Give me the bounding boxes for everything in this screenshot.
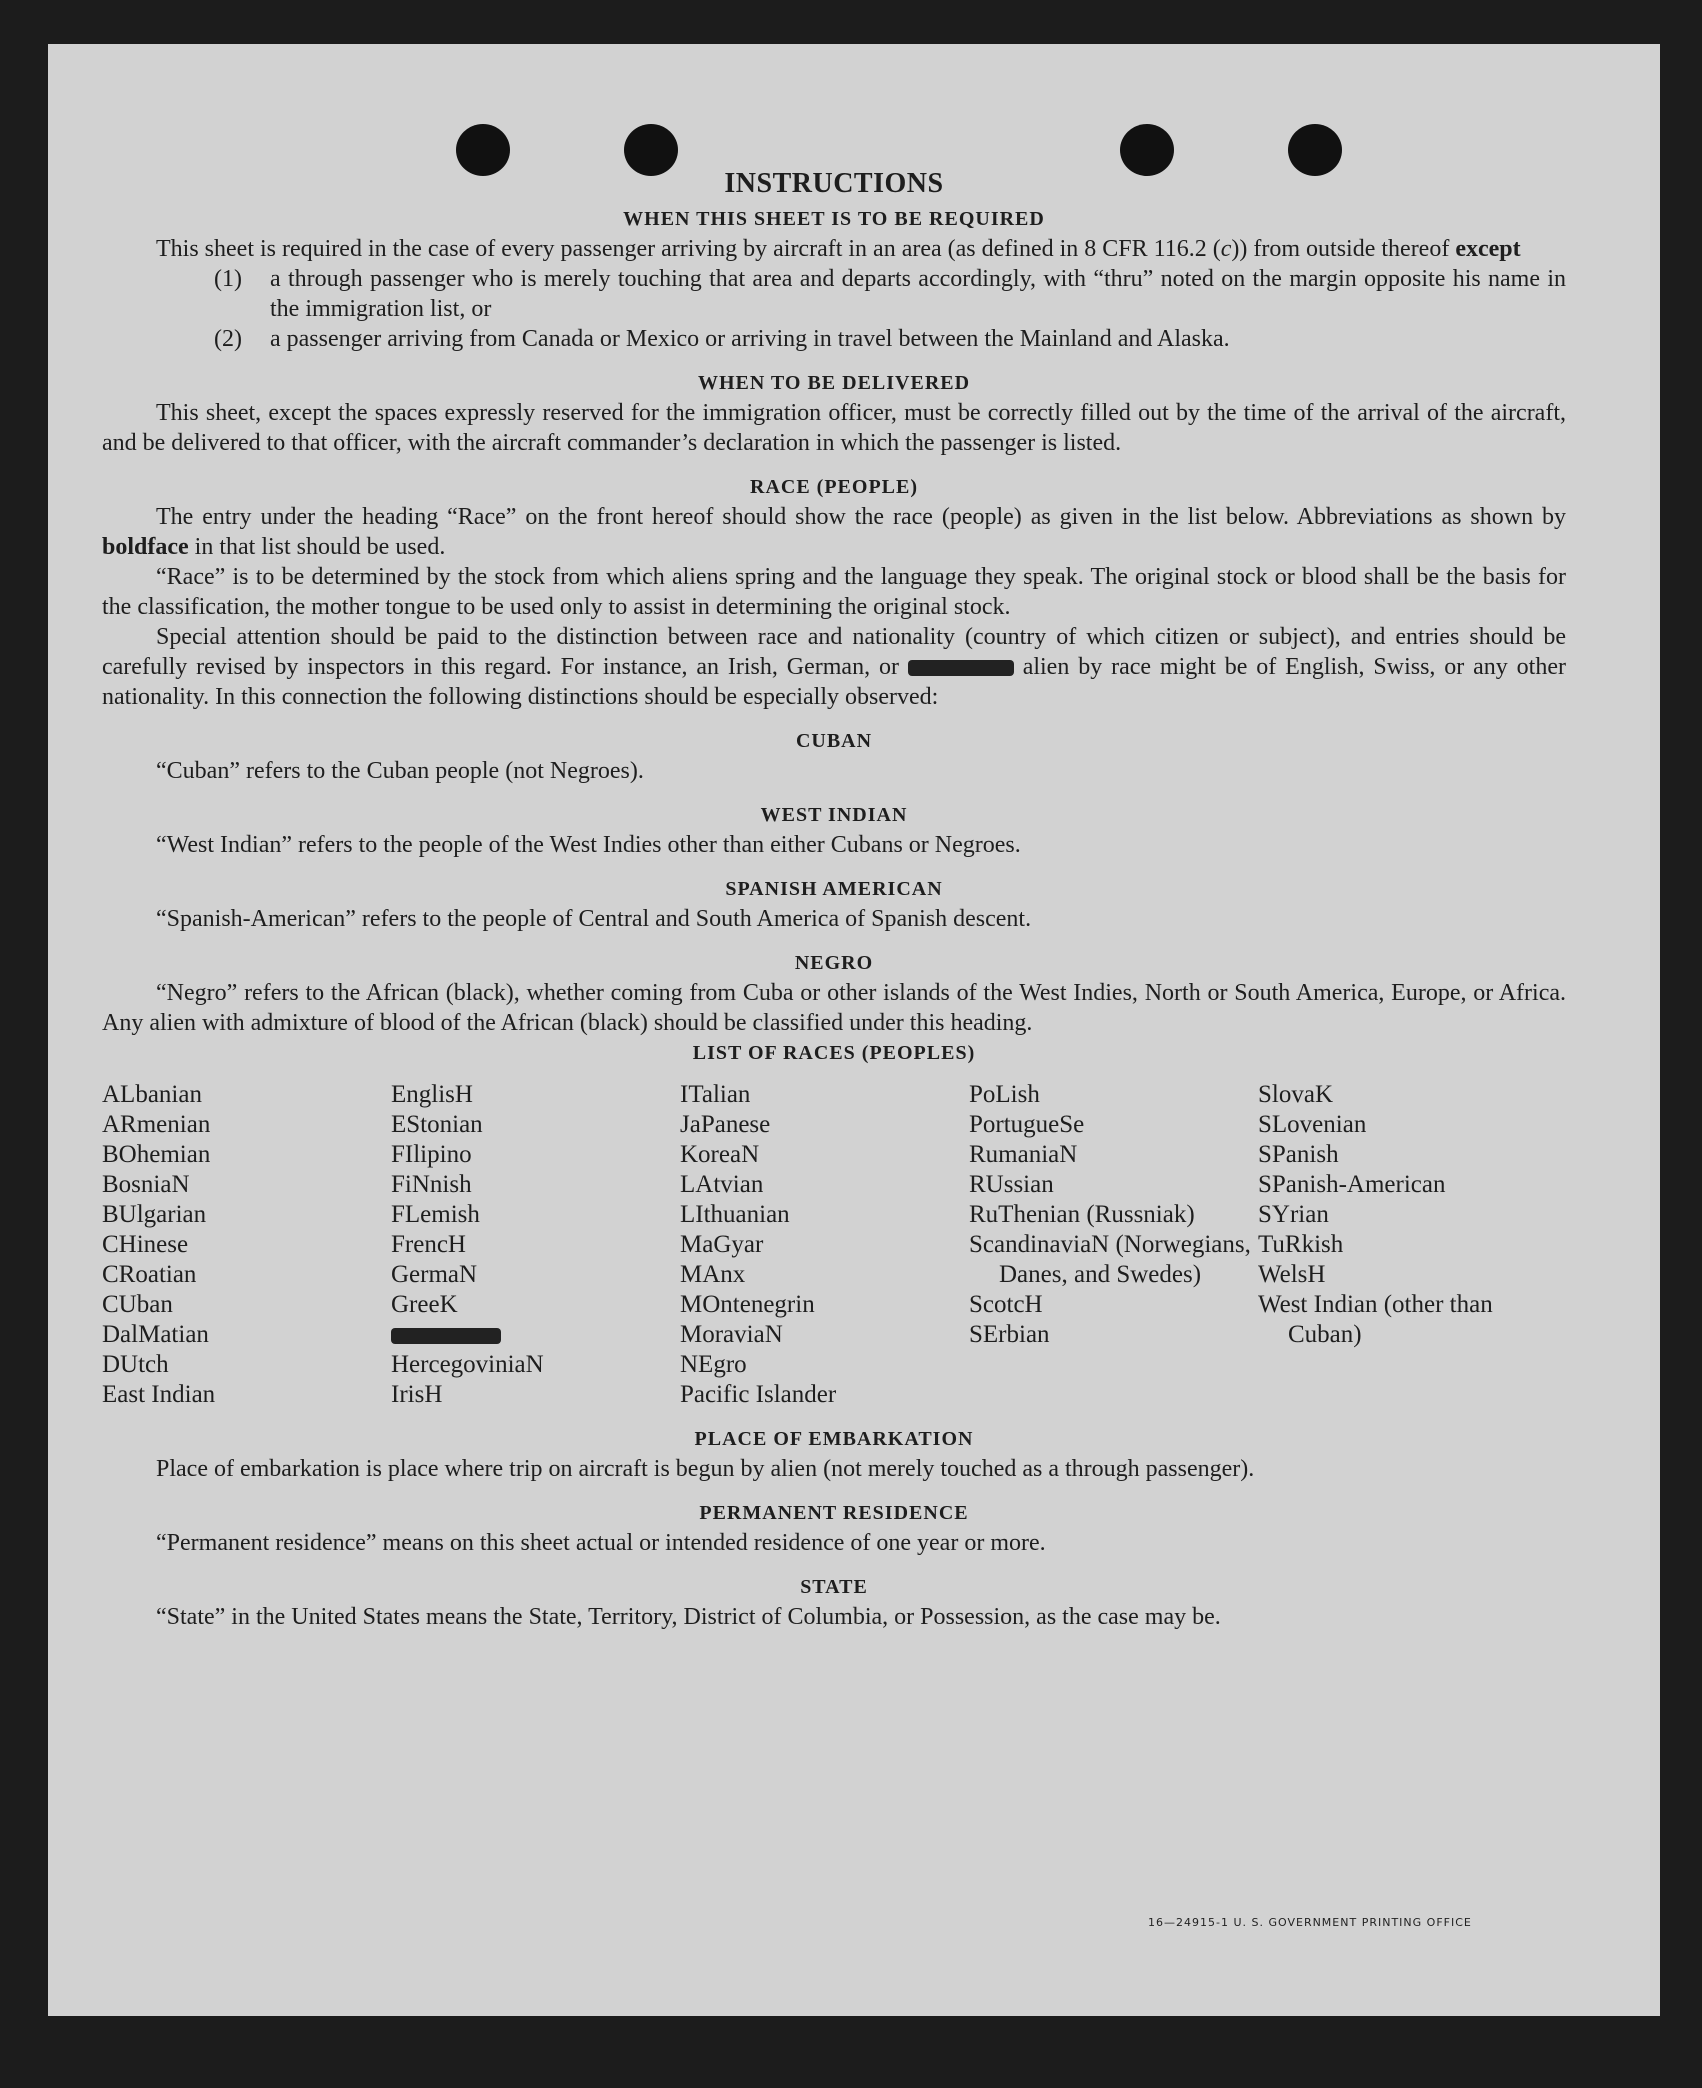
race-entry: PortugueSe [969,1111,1085,1138]
section-heading-race: RACE (PEOPLE) [750,476,918,498]
section-heading-embarkation: PLACE OF EMBARKATION [694,1428,974,1450]
race-entry: KoreaN [680,1141,760,1168]
race-entry: FrencH [391,1231,466,1258]
embarkation-text: Place of embarkation is place where trip on aircraft is begun by alien (not merely touched as a through passenger). [156,1456,1255,1482]
race-entry: CHinese [102,1231,189,1258]
race-paragraph-1: The entry under the heading “Race” on the front hereof should show the race (people) as given in the list below. Abbreviations as shown by boldface in that list should be used. [102,504,1566,560]
race-entry: IrisH [391,1381,443,1408]
required-intro: This sheet is required in the case of every passenger arriving by aircraft in an area (as defined in 8 CFR 116.2 (c)) from outside thereof except [156,236,1521,262]
race-entry: SLovenian [1258,1111,1367,1138]
race-entry: GreeK [391,1291,458,1318]
race-entry: FLemish [391,1201,480,1228]
section-heading-cuban: CUBAN [795,730,873,752]
race-entry: BOhemian [102,1141,211,1168]
race-entry-redacted [391,1320,680,1350]
required-item: (1) a through passenger who is merely touching that area and departs accordingly, with “thru” noted on the margin opposite his name in the immigration list, or [214,266,1566,322]
residence-text: “Permanent residence” means on this sheet actual or intended residence of one year or more. [156,1530,1046,1556]
printing-office-footer: 16—24915-1 U. S. GOVERNMENT PRINTING OFFICE [1148,1916,1472,1929]
page-title: INSTRUCTIONS [724,168,944,199]
redaction-mark [908,660,1014,676]
required-item: (2) a passenger arriving from Canada or Mexico or arriving in travel between the Mainland and Alaska. [214,326,1230,352]
spanish-american-text: “Spanish-American” refers to the people of Central and South America of Spanish descent. [156,906,1032,932]
race-entry: SlovaK [1258,1081,1333,1108]
race-entry: CUban [102,1291,173,1318]
race-entry: CRoatian [102,1261,197,1288]
west-indian-text: “West Indian” refers to the people of the West Indies other than either Cubans or Negroes. [156,832,1021,858]
section-heading-races-list: LIST OF RACES (PEOPLES) [692,1042,976,1064]
section-heading-required: WHEN THIS SHEET IS TO BE REQUIRED [623,208,1045,230]
section-heading-delivered: WHEN TO BE DELIVERED [697,372,971,394]
section-heading-state: STATE [800,1576,868,1598]
race-entry: ALbanian [102,1081,202,1108]
race-entry: RumaniaN [969,1141,1078,1168]
section-heading-spanish-american: SPANISH AMERICAN [725,878,943,900]
race-entry: East Indian [102,1381,216,1408]
races-column [1258,1080,1547,1410]
race-entry: JaPanese [680,1111,771,1138]
race-entry: ARmenian [102,1111,211,1138]
race-entry: LIthuanian [680,1201,790,1228]
race-entry: DalMatian [102,1321,209,1348]
races-column [391,1080,680,1410]
race-entry: ITalian [680,1081,751,1108]
race-entry: MAnx [680,1261,746,1288]
race-entry: EStonian [391,1111,483,1138]
race-entry: GermaN [391,1261,478,1288]
race-paragraph-3: Special attention should be paid to the distinction between race and nationality (country of which citizen or subject), and entries should be carefully revised by inspectors in this regard. For instance, an Irish, German, or alien by race might be of English, Swiss, or any other nationality. In this connection the following distinctions should be especially observed: [102,624,1566,710]
race-entry: LAtvian [680,1171,764,1198]
delivered-text: This sheet, except the spaces expressly reserved for the immigration officer, must be correctly filled out by the time of the arrival of the aircraft, and be delivered to that officer, with the aircraft commander’s declaration in which the passenger is listed. [102,400,1566,456]
race-paragraph-2: “Race” is to be determined by the stock from which aliens spring and the language they speak. The original stock or blood shall be the basis for the classification, the mother tongue to be used only to assist in determining the original stock. [102,564,1566,620]
race-entry: ScandinaviaN (Norwegians, Danes, and Swedes) [969,1231,1251,1288]
section-heading-west-indian: WEST INDIAN [760,804,908,826]
redaction-mark [391,1328,501,1344]
race-entry: TuRkish [1258,1231,1344,1258]
race-entry: West Indian (other than Cuban) [1258,1291,1493,1348]
race-entry: SErbian [969,1321,1050,1348]
race-entry: Pacific Islander [680,1381,837,1408]
race-entry: FiNnish [391,1171,472,1198]
race-entry: EnglisH [391,1081,473,1108]
instructions-content [102,164,1566,1632]
race-entry: BosniaN [102,1171,190,1198]
race-entry: MoraviaN [680,1321,783,1348]
cuban-text: “Cuban” refers to the Cuban people (not Negroes). [156,758,644,784]
races-column [969,1080,1258,1410]
race-entry: NEgro [680,1351,747,1378]
race-entry: PoLish [969,1081,1040,1108]
race-entry: DUtch [102,1351,169,1378]
state-text: “State” in the United States means the State, Territory, District of Columbia, or Possession, as the case may be. [156,1604,1221,1630]
race-entry: SPanish [1258,1141,1339,1168]
race-entry: MOntenegrin [680,1291,815,1318]
race-entry: RuThenian (Russniak) [969,1201,1195,1228]
section-heading-negro: NEGRO [794,952,874,974]
race-entry: SYrian [1258,1201,1329,1228]
section-heading-residence: PERMANENT RESIDENCE [699,1502,969,1524]
document-sheet [48,44,1660,2016]
race-entry: FIlipino [391,1141,472,1168]
races-list [102,1080,1566,1410]
race-entry: ScotcH [969,1291,1043,1318]
races-column [680,1080,969,1410]
negro-text: “Negro” refers to the African (black), whether coming from Cuba or other islands of the West Indies, North or South America, Europe, or Africa. Any alien with admixture of blood of the African (black) should be classified under this heading. [102,980,1566,1036]
race-entry: MaGyar [680,1231,764,1258]
race-entry: HercegoviniaN [391,1351,544,1378]
races-column [102,1080,391,1410]
race-entry: BUlgarian [102,1201,207,1228]
race-entry: SPanish-American [1258,1171,1446,1198]
race-entry: WelsH [1258,1261,1326,1288]
race-entry: RUssian [969,1171,1054,1198]
